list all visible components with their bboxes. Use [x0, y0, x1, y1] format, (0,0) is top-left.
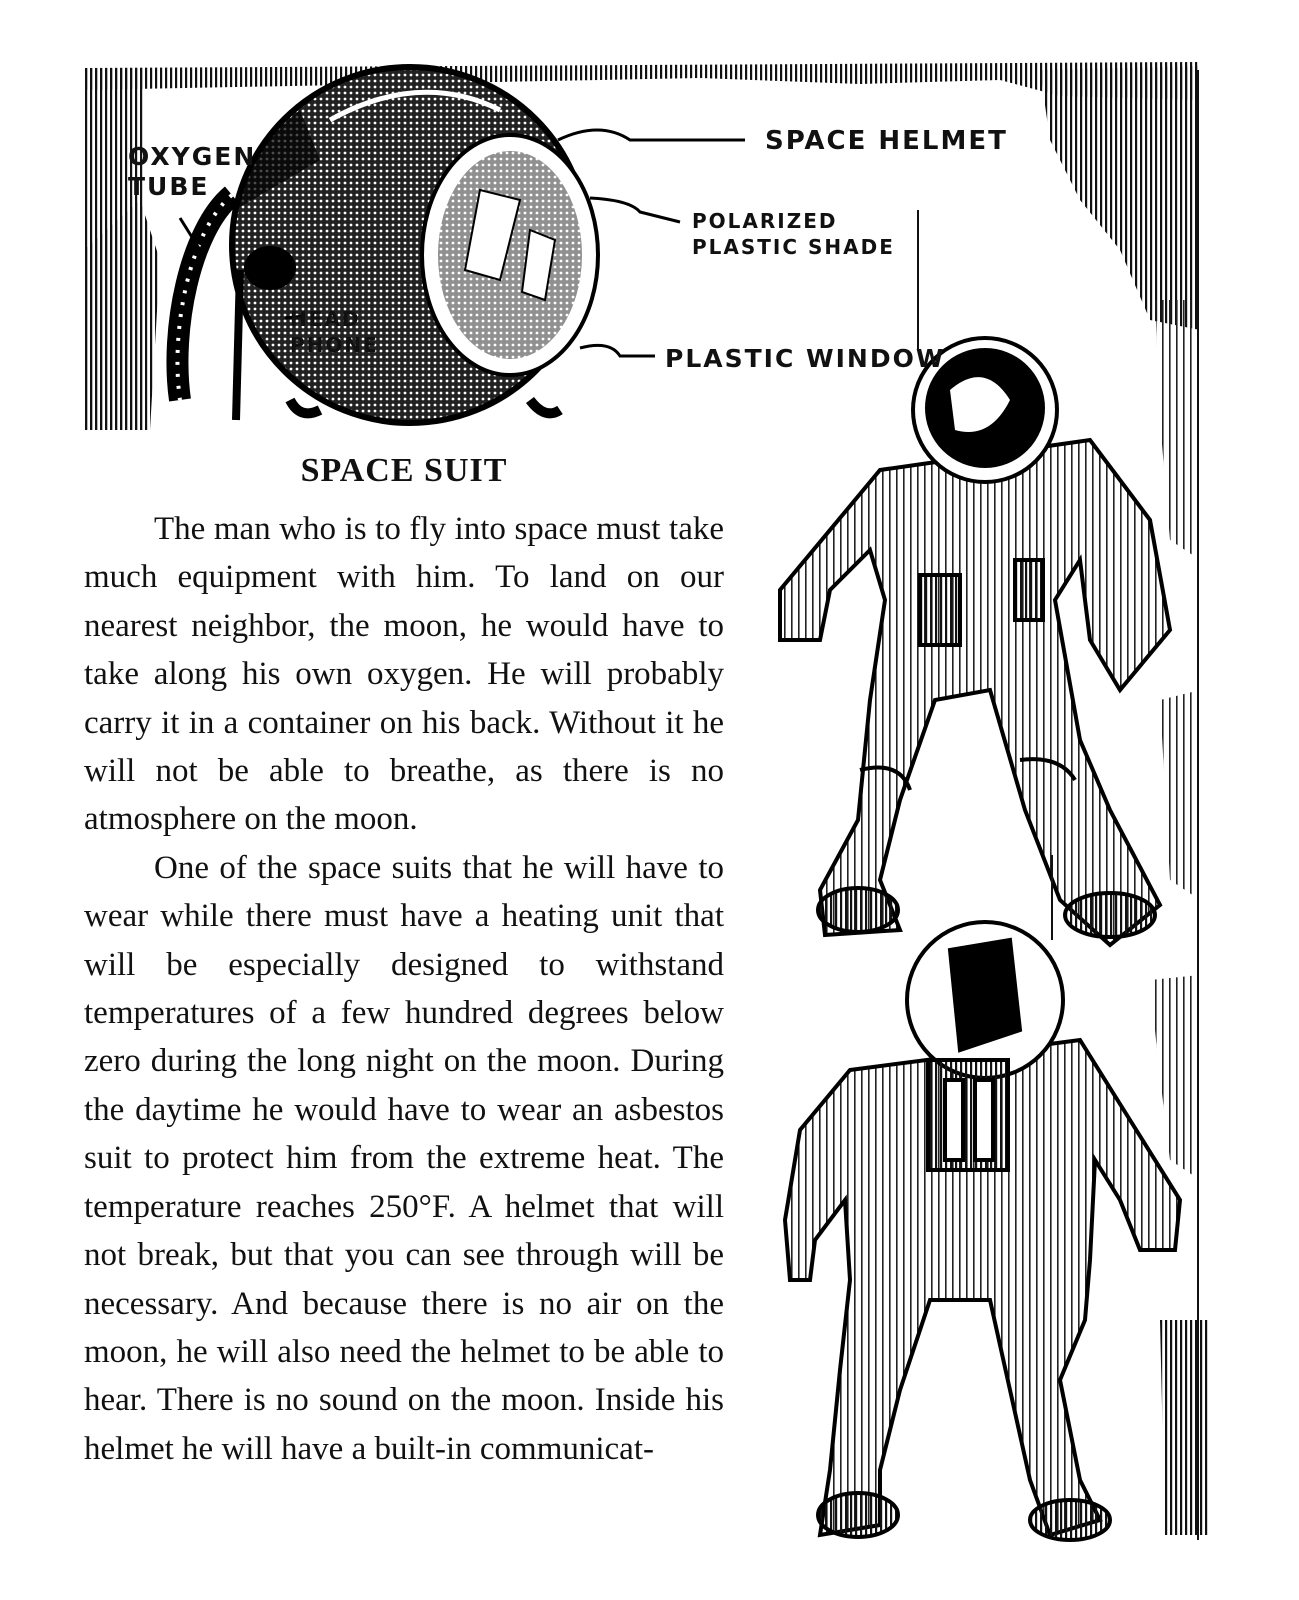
label-head-phone: HEAD PHONE: [290, 307, 379, 357]
helmet-drawing: [177, 67, 598, 423]
body-text: [84, 505, 724, 1473]
label-plastic-window: PLASTIC WINDOW: [665, 344, 946, 373]
label-space-helmet: SPACE HELMET: [765, 126, 1008, 156]
page-heading: SPACE SUIT: [300, 452, 508, 489]
label-oxygen-tube: OXYGEN TUBE: [128, 142, 257, 201]
paragraph-1: The man who is to fly into space must take much equipment with him. To land on our nearest neighbor, the moon, he would have to take along his own oxygen. He will probably carry it in a container on his back. Without it he will not be able to breathe, as there is no atmosphere on the moon.: [84, 511, 724, 838]
astronaut-front-drawing: [780, 338, 1170, 945]
paragraph-2: One of the space suits that he will have to wear while there must have a heating unit that will be especially designed to withstand temperatures of a few hundred degrees below zero during the long night on the moon. During the daytime he would have to wear an asbestos suit to protect him from the extreme heat. The temperature reaches 250°F. A helmet that will not break, but that you can see through will be necessary. And because there is no air on the moon, he will also need the helmet to be able to hear. There is no sound on the moon. Inside his helmet he will have a built-in communicat-: [84, 849, 724, 1467]
astronaut-back-drawing: [785, 922, 1180, 1540]
label-polarized-plastic-shade: POLARIZED PLASTIC SHADE: [692, 209, 895, 259]
